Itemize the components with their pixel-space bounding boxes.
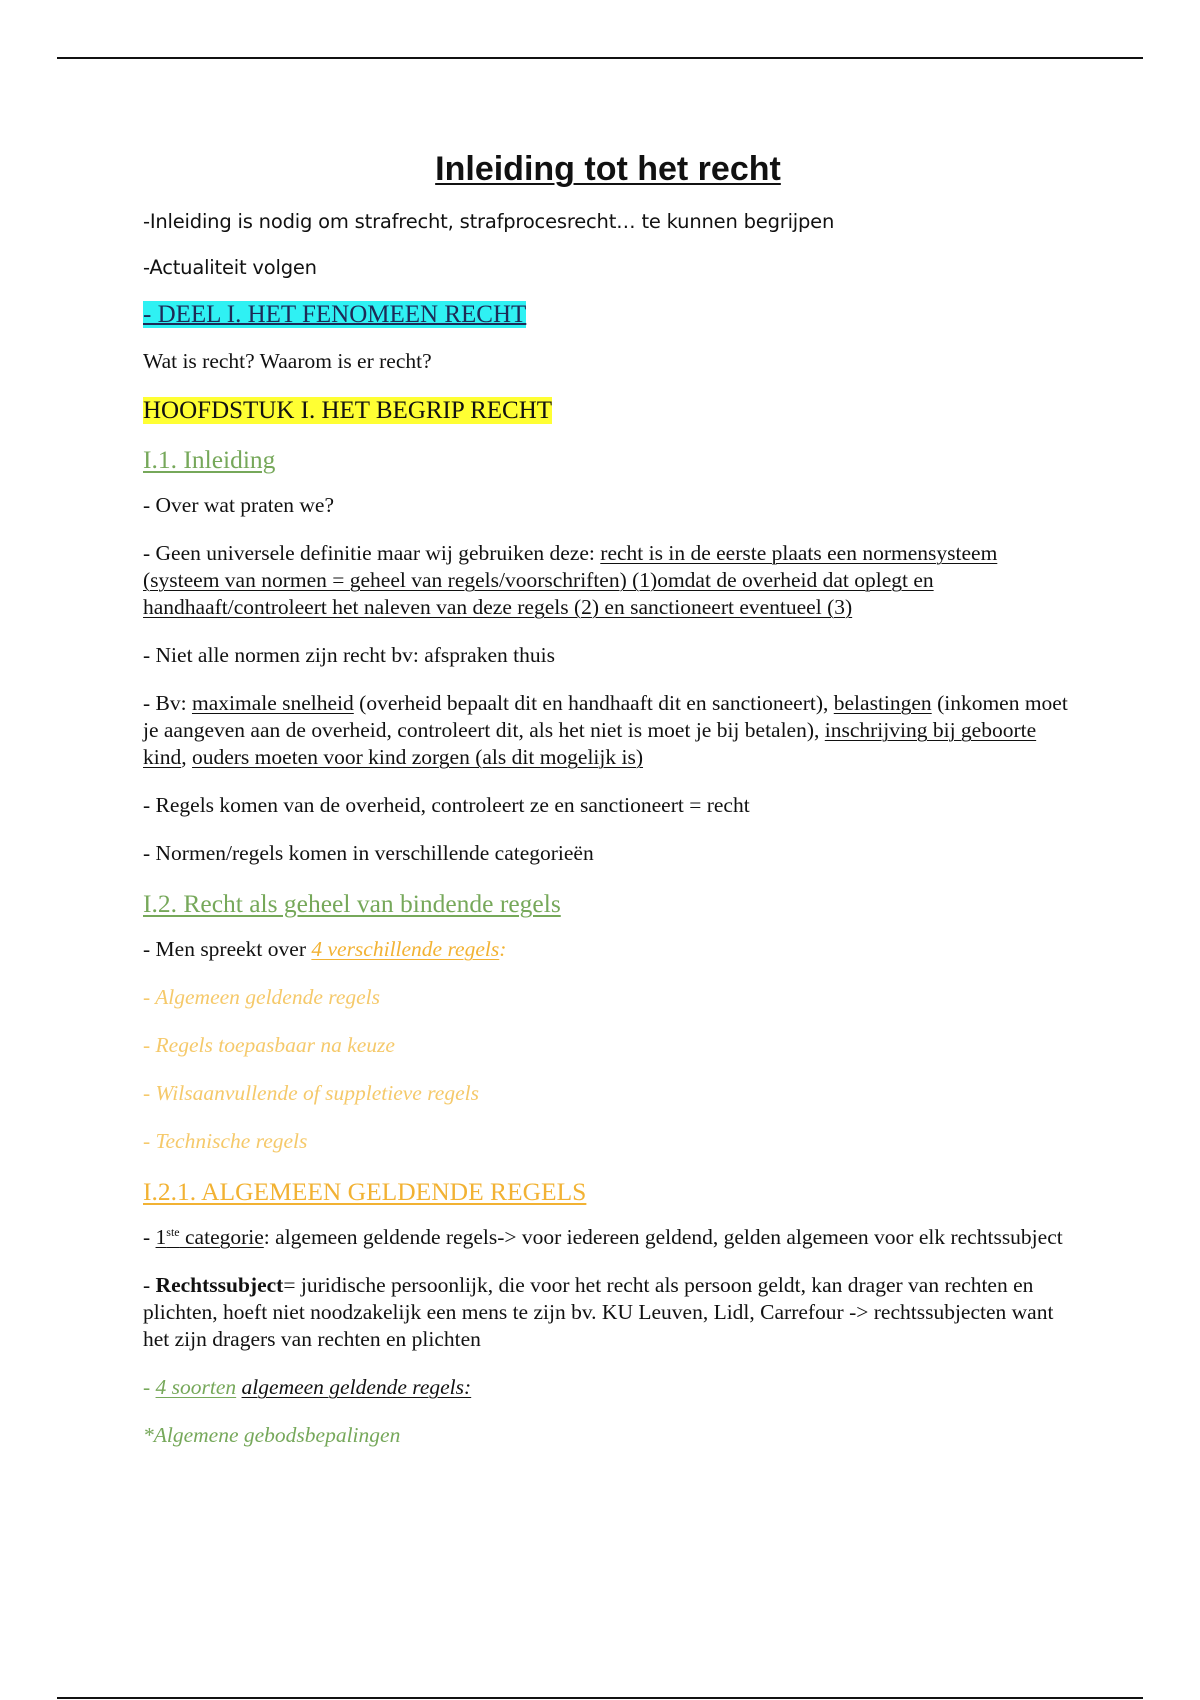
document-title: Inleiding tot het recht <box>435 150 781 188</box>
chapter-heading <box>143 396 1073 426</box>
examples-text: , <box>181 745 192 769</box>
definition-paragraph <box>143 540 1073 621</box>
part-heading <box>143 300 1073 330</box>
category-label <box>156 1225 264 1249</box>
category-paragraph <box>143 1224 1073 1251</box>
category-rest: : algemeen geldende regels-> voor iedereen geldend, gelden algemeen voor elk rechtssubject <box>263 1225 1063 1249</box>
examples-prefix: - Bv: <box>143 691 192 715</box>
paragraph: - Over wat praten we? <box>143 493 335 517</box>
sub-item: *Algemene gebodsbepalingen <box>143 1423 401 1447</box>
category-number: 1 <box>155 1225 167 1249</box>
rules-intro-prefix: - Men spreekt over <box>143 937 312 961</box>
list-item: - Regels toepasbaar na keuze <box>143 1033 395 1057</box>
legal-subject-term: Rechtssubject <box>155 1273 284 1297</box>
paragraph: - Normen/regels komen in verschillende categorieën <box>143 841 594 865</box>
section-heading-1-2: I.2. Recht als geheel van bindende regels <box>143 889 561 918</box>
document-body <box>143 144 1073 1470</box>
example-birth-registration: inschrijving bij geboorte kind <box>143 718 1037 769</box>
list-item: - Wilsaanvullende of suppletieve regels <box>143 1081 479 1105</box>
category-word: categorie <box>179 1225 264 1249</box>
example-parental-care: ouders moeten voor kind zorgen (als dit mogelijk is) <box>191 745 644 769</box>
legal-subject-definition: = juridische persoonlijk, die voor het recht als persoon geldt, kan drager van rechten en plichten, hoeft niet noodzakelijk een mens te zijn bv. KU Leuven, Lidl, Carrefour -> rechtssubjecten want het zijn dragers van rechten en plichten <box>143 1273 1054 1351</box>
rules-intro-suffix: : <box>499 937 507 961</box>
header-rule <box>57 57 1143 59</box>
example-speed-limit: maximale snelheid <box>191 691 354 715</box>
chapter-heading-text: HOOFDSTUK I. HET BEGRIP RECHT <box>143 397 553 424</box>
kinds-label: algemeen geldende regels: <box>241 1375 472 1399</box>
paragraph: - Regels komen van de overheid, controleert ze en sanctioneert = recht <box>143 793 750 817</box>
legal-subject-paragraph <box>143 1272 1073 1353</box>
kinds-count: 4 soorten <box>155 1375 237 1399</box>
definition-lead: - Geen universele definitie maar wij gebruiken deze: <box>143 541 601 565</box>
section-heading-1-2-1: I.2.1. ALGEMEEN GELDENDE REGELS <box>143 1177 587 1206</box>
examples-text: (overheid bepaalt dit en handhaaft dit en sanctioneert), <box>353 691 834 715</box>
category-ordinal: ste <box>166 1224 180 1239</box>
paragraph: - Niet alle normen zijn recht bv: afspraken thuis <box>143 643 555 667</box>
legal-subject-prefix: - <box>143 1273 156 1297</box>
examples-text: (inkomen moet je aangeven aan de overheid, controleert dit, als het niet is moet je bij betalen), <box>143 691 1068 742</box>
examples-paragraph <box>143 690 1073 771</box>
list-item: - Algemeen geldende regels <box>143 985 381 1009</box>
definition-underlined: recht is in de eerste plaats een normensysteem (systeem van normen = geheel van regels/voorschriften) (1)omdat de overheid dat oplegt en handhaaft/controleert het naleven van deze regels (2) en sanctioneert eventueel (3) <box>143 541 998 619</box>
section-heading-1-1: I.1. Inleiding <box>143 445 276 474</box>
rules-intro-link: 4 verschillende regels <box>311 937 500 961</box>
footer-rule <box>57 1697 1143 1699</box>
list-item: - Technische regels <box>143 1129 308 1153</box>
question-line: Wat is recht? Waarom is er recht? <box>143 349 432 373</box>
kinds-paragraph <box>143 1374 1073 1401</box>
rules-intro <box>143 936 1073 963</box>
example-taxes: belastingen <box>833 691 932 715</box>
intro-line: -Actualiteit volgen <box>143 256 317 279</box>
intro-line: -Inleiding is nodig om strafrecht, strafprocesrecht… te kunnen begrijpen <box>143 210 835 233</box>
part-heading-text: - DEEL I. HET FENOMEEN RECHT <box>143 301 527 328</box>
kinds-prefix: - <box>143 1375 156 1399</box>
category-prefix: - <box>143 1225 156 1249</box>
